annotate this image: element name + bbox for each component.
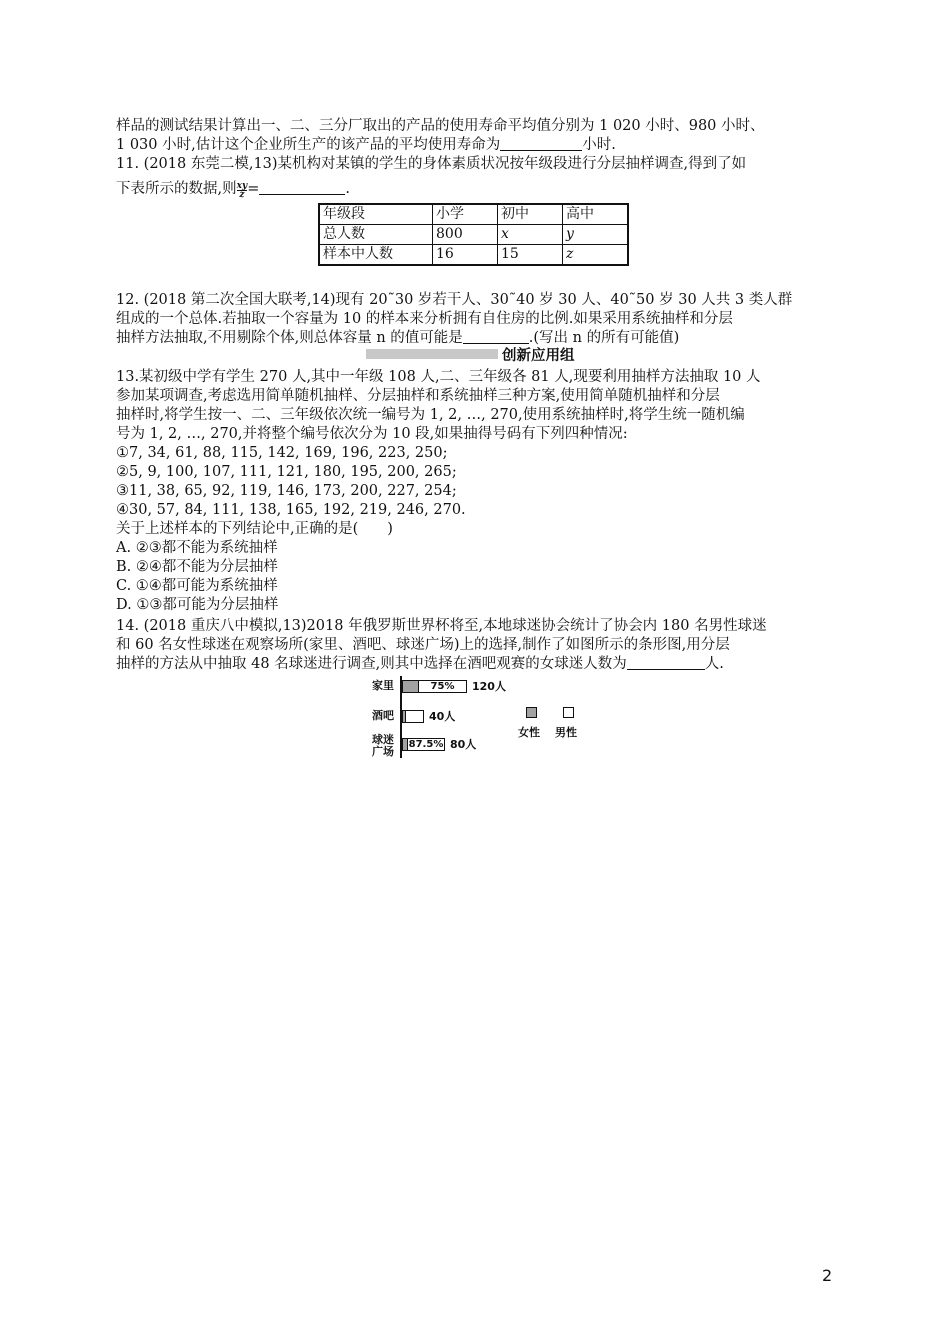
legend-swatch — [526, 707, 537, 718]
bar-segment-female — [403, 681, 419, 692]
text-segment: = — [247, 181, 260, 197]
variable: x — [501, 226, 509, 242]
text-segment: 人. — [704, 656, 724, 672]
text-line — [116, 136, 616, 155]
bar — [402, 710, 424, 723]
table-cell: 样本中人数 — [319, 245, 433, 266]
section-title: 创新应用组 — [502, 348, 575, 364]
table-cell: 15 — [498, 245, 563, 266]
table-cell: 16 — [433, 245, 498, 266]
option-d: D. ①③都可能为分层抽样 — [116, 597, 279, 613]
question-13-line: 号为 1, 2, …, 270,并将整个编号依次分为 10 段,如果抽得号码有下列四种情况: — [116, 426, 628, 442]
question-12-line: 组成的一个总体.若抽取一个容量为 10 的样本来分析拥有自住房的比例.如果采用系统抽样和分层 — [116, 311, 733, 327]
text-segment: 1 030 小时,估计这个企业所生产的该产品的平均使用寿命为 — [116, 137, 501, 153]
section-bar — [366, 349, 498, 359]
table-cell: 年级段 — [319, 204, 433, 225]
question-13-line: 参加某项调查,考虑选用简单随机抽样、分层抽样和系统抽样三种方案,使用简单随机抽样和分层 — [116, 388, 720, 404]
text-segment: 抽样的方法从中抽取 48 名球迷进行调查,则其中选择在酒吧观赛的女球迷人数为 — [116, 656, 627, 672]
fraction-denominator: z — [237, 190, 248, 199]
table-cell — [563, 225, 629, 245]
question-11-line — [116, 180, 350, 199]
bar-chart — [360, 676, 600, 760]
table-row — [319, 245, 628, 266]
answer-blank — [259, 194, 345, 195]
text-line: 样品的测试结果计算出一、二、三分厂取出的产品的使用寿命平均值分别为 1 020 小时、980 小时、 — [116, 118, 765, 134]
legend-label: 女性 — [518, 726, 540, 739]
question-14-line: 和 60 名女性球迷在观察场所(家里、酒吧、球迷广场)上的选择,制作了如图所示的条形图,用分层 — [116, 637, 730, 653]
bar — [402, 738, 445, 751]
table-row — [319, 204, 628, 225]
text-segment: 抽样方法抽取,不用剔除个体,则总体容量 n 的值可能是 — [116, 330, 463, 346]
sample-list: ④30, 57, 84, 111, 138, 165, 192, 219, 246, 270. — [116, 502, 466, 518]
table-cell: 高中 — [563, 204, 629, 225]
table-cell: 小学 — [433, 204, 498, 225]
option-b: B. ②④都不能为分层抽样 — [116, 559, 278, 575]
sample-list: ②5, 9, 100, 107, 111, 121, 180, 195, 200, 265; — [116, 464, 457, 480]
question-13-line: 13.某初级中学有学生 270 人,其中一年级 108 人,二、三年级各 81 人,现要利用抽样方法抽取 10 人 — [116, 369, 761, 385]
variable: y — [566, 226, 574, 242]
table-cell: 总人数 — [319, 225, 433, 245]
fraction — [237, 182, 248, 199]
question-13-line: 关于上述样本的下列结论中,正确的是( ) — [116, 521, 393, 537]
table-row — [319, 225, 628, 245]
table-cell: 初中 — [498, 204, 563, 225]
sample-list: ①7, 34, 61, 88, 115, 142, 169, 196, 223, 250; — [116, 445, 448, 461]
question-14-line: 14. (2018 重庆八中模拟,13)2018 年俄罗斯世界杯将至,本地球迷协会统计了协会内 180 名男性球迷 — [116, 618, 767, 634]
bar-total-label: 80人 — [450, 738, 477, 751]
category-label: 家里 — [372, 679, 394, 692]
option-c: C. ①④都可能为系统抽样 — [116, 578, 278, 594]
option-a: A. ②③都不能为系统抽样 — [116, 540, 278, 556]
question-13-line: 抽样时,将学生按一、二、三年级依次统一编号为 1, 2, …, 270,使用系统抽样时,将学生统一随机编 — [116, 407, 745, 423]
table-cell — [498, 225, 563, 245]
answer-blank — [627, 669, 705, 670]
category-label: 球迷 广场 — [372, 733, 394, 758]
question-14-line — [116, 655, 724, 674]
bar-segment-male: 75% — [419, 681, 466, 692]
text-segment: . — [345, 181, 350, 197]
bar-segment-male: 87.5% — [408, 739, 444, 750]
sample-list: ③11, 38, 65, 92, 119, 146, 173, 200, 227, 254; — [116, 483, 457, 499]
table-cell — [563, 245, 629, 266]
question-11-line: 11. (2018 东莞二模,13)某机构对某镇的学生的身体素质状况按年级段进行分层抽样调查,得到了如 — [116, 156, 747, 172]
text-segment: 下表所示的数据,则 — [116, 181, 237, 197]
variable: z — [566, 246, 574, 262]
data-table — [318, 203, 629, 266]
category-label: 酒吧 — [372, 709, 394, 722]
question-12-line — [116, 329, 679, 348]
legend-label: 男性 — [555, 726, 577, 739]
bar-total-label: 40人 — [429, 710, 456, 723]
legend-swatch — [563, 707, 574, 718]
fraction-numerator: xy — [236, 181, 248, 191]
question-12-line: 12. (2018 第二次全国大联考,14)现有 20˜30 岁若干人、30˜40 岁 30 人、40˜50 岁 30 人共 3 类人群 — [116, 292, 793, 308]
text-segment: 小时. — [582, 137, 616, 153]
bar-segment-male — [406, 711, 423, 722]
table-cell: 800 — [433, 225, 498, 245]
bar — [402, 680, 467, 693]
page-number: 2 — [822, 1266, 833, 1285]
bar-total-label: 120人 — [472, 680, 506, 693]
answer-blank — [500, 150, 582, 151]
text-segment: .(写出 n 的所有可能值) — [528, 330, 680, 346]
